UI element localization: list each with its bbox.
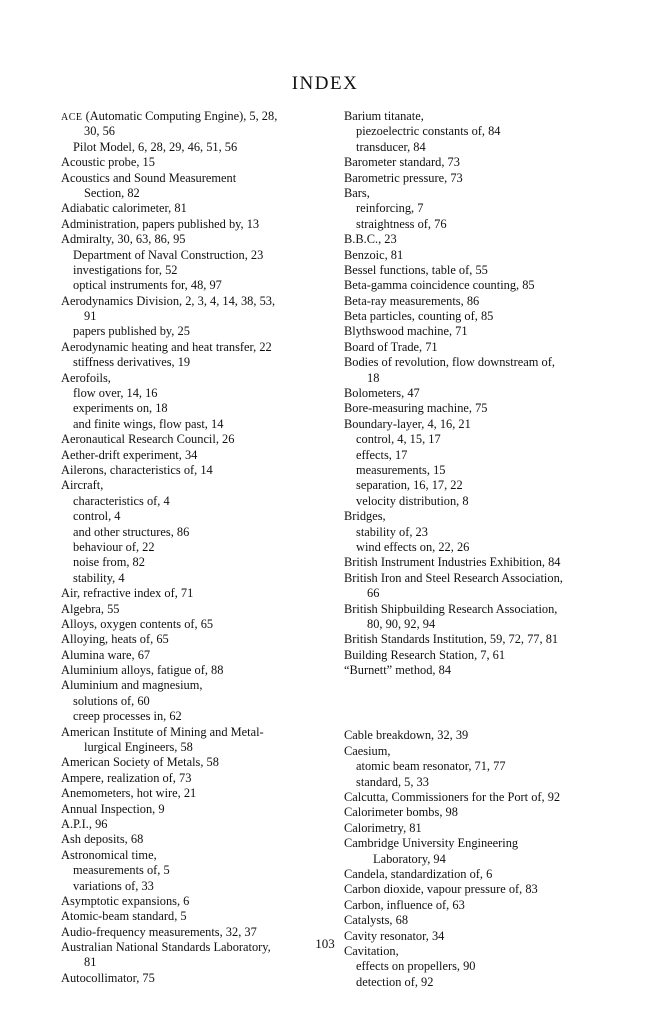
- index-entry: [61, 294, 346, 309]
- index-subentry: [61, 494, 346, 509]
- index-subentry: [61, 386, 346, 401]
- index-entry-text: effects, 17: [356, 447, 408, 462]
- index-entry-text: optical instruments for, 48, 97: [73, 278, 222, 293]
- index-entry: [61, 217, 346, 232]
- index-entry-text: Calcutta, Commissioners for the Port of, 92: [344, 790, 561, 805]
- index-entry-text: Aerofoils,: [61, 370, 111, 385]
- index-entry: [61, 432, 346, 447]
- index-entry-text: British Iron and Steel Research Association,: [344, 570, 563, 585]
- index-entry-text: Cable breakdown, 32, 39: [344, 728, 469, 743]
- index-entry-text: detection of, 92: [356, 974, 434, 989]
- index-entry-text: British Shipbuilding Research Association,: [344, 601, 558, 616]
- index-entry-text: Astronomical time,: [61, 847, 157, 862]
- index-entry-text: stiffness derivatives, 19: [73, 355, 191, 370]
- index-subentry: [61, 124, 346, 139]
- index-entry: [344, 882, 636, 897]
- index-entry-text: Beta-gamma coincidence counting, 85: [344, 278, 535, 293]
- index-entry: [61, 371, 346, 386]
- index-entry-abbrev: ACE: [61, 112, 83, 123]
- index-entry: [344, 340, 636, 355]
- index-entry-text: papers published by, 25: [73, 324, 190, 339]
- index-entry-text: straightness of, 76: [356, 216, 447, 231]
- index-subentry: [344, 124, 636, 139]
- index-entry: [61, 755, 346, 770]
- index-subentry: [344, 463, 636, 478]
- page-number: 103: [315, 936, 335, 951]
- index-entry-text: Ailerons, characteristics of, 14: [61, 462, 213, 477]
- index-entry-text: velocity distribution, 8: [356, 493, 469, 508]
- index-subentry: [344, 525, 636, 540]
- index-entry-text: Calorimeter bombs, 98: [344, 805, 458, 820]
- index-entry: [61, 648, 346, 663]
- index-entry-text: experiments on, 18: [73, 401, 168, 416]
- index-entry-text: Calorimetry, 81: [344, 820, 422, 835]
- index-entry-text: Alloys, oxygen contents of, 65: [61, 616, 214, 631]
- index-subentry: [344, 775, 636, 790]
- index-subentry: [61, 140, 346, 155]
- index-entry-text: 66: [367, 586, 380, 601]
- index-entry-text: investigations for, 52: [73, 262, 178, 277]
- index-entry-text: measurements, 15: [356, 462, 446, 477]
- index-entry: [344, 232, 636, 247]
- index-entry-text: Bessel functions, table of, 55: [344, 262, 488, 277]
- index-entry-text: Autocollimator, 75: [61, 970, 155, 985]
- index-entry: [344, 248, 636, 263]
- index-entry-text: Barium titanate,: [344, 109, 424, 123]
- index-entry: [61, 340, 346, 355]
- index-entry: [344, 324, 636, 339]
- index-entry: [61, 771, 346, 786]
- index-entry: [61, 894, 346, 909]
- index-entry: [61, 832, 346, 847]
- index-entry: [344, 728, 636, 743]
- index-entry: [61, 602, 346, 617]
- index-subentry: [344, 617, 636, 632]
- index-entry-text: lurgical Engineers, 58: [84, 740, 193, 755]
- index-entry-text: Laboratory, 94: [373, 851, 446, 866]
- index-entry-text: Beta particles, counting of, 85: [344, 309, 494, 324]
- index-entry-text: solutions of, 60: [73, 693, 150, 708]
- index-entry: [61, 109, 346, 124]
- index-entry: [344, 417, 636, 432]
- index-entry-text: (Automatic Computing Engine), 5, 28,: [85, 109, 278, 123]
- index-entry-text: Carbon, influence of, 63: [344, 897, 465, 912]
- index-entry-text: B.B.C., 23: [344, 232, 397, 247]
- index-entry-text: American Institute of Mining and Metal-: [61, 724, 264, 739]
- index-subentry: [61, 248, 346, 263]
- index-entry-text: variations of, 33: [73, 878, 154, 893]
- index-subentry: [61, 571, 346, 586]
- index-entry-text: Building Research Station, 7, 61: [344, 647, 506, 662]
- index-entry-text: Acoustic probe, 15: [61, 155, 155, 170]
- index-entry: [344, 663, 636, 678]
- index-entry: [61, 232, 346, 247]
- index-entry-text: Ash deposits, 68: [61, 832, 144, 847]
- index-entry: [61, 909, 346, 924]
- index-entry-text: reinforcing, 7: [356, 201, 424, 216]
- index-entry-text: Ampere, realization of, 73: [61, 770, 192, 785]
- index-entry-text: British Standards Institution, 59, 72, 77, 81: [344, 632, 559, 647]
- index-entry-text: Aerodynamics Division, 2, 3, 4, 14, 38, 53,: [61, 293, 276, 308]
- index-entry-text: 18: [367, 370, 380, 385]
- index-entry: [61, 971, 346, 986]
- index-entry: [61, 678, 346, 693]
- index-entry-text: Caesium,: [344, 743, 391, 758]
- index-entry-text: Acoustics and Sound Measurement: [61, 170, 237, 185]
- index-subentry: [344, 759, 636, 774]
- index-entry-text: Boundary-layer, 4, 16, 21: [344, 416, 471, 431]
- index-entry-text: and finite wings, flow past, 14: [73, 416, 224, 431]
- index-subentry: [61, 417, 346, 432]
- index-entry-text: stability of, 23: [356, 524, 428, 539]
- index-entry-text: effects on propellers, 90: [356, 959, 476, 974]
- index-entry-text: stability, 4: [73, 570, 125, 585]
- index-entry-text: Asymptotic expansions, 6: [61, 893, 190, 908]
- index-entry-text: standard, 5, 33: [356, 774, 429, 789]
- index-entry-text: Atomic-beam standard, 5: [61, 909, 187, 924]
- index-subentry: [61, 555, 346, 570]
- index-entry: [61, 663, 346, 678]
- index-entry-text: Barometric pressure, 73: [344, 170, 463, 185]
- index-entry: [61, 802, 346, 817]
- index-entry: [344, 602, 636, 617]
- index-entry-text: transducer, 84: [356, 139, 426, 154]
- index-subentry: [61, 355, 346, 370]
- index-entry: [344, 278, 636, 293]
- index-entry: [344, 571, 636, 586]
- index-entry-text: and other structures, 86: [73, 524, 190, 539]
- index-entry: [344, 186, 636, 201]
- index-entry-text: characteristics of, 4: [73, 493, 170, 508]
- index-entry-text: Barometer standard, 73: [344, 155, 460, 170]
- index-entry-text: Carbon dioxide, vapour pressure of, 83: [344, 882, 538, 897]
- index-entry-text: Adiabatic calorimeter, 81: [61, 201, 187, 216]
- index-entry-text: American Society of Metals, 58: [61, 755, 219, 770]
- index-subentry: [61, 309, 346, 324]
- index-entry-text: flow over, 14, 16: [73, 386, 158, 401]
- index-entry: [344, 155, 636, 170]
- index-entry: [344, 309, 636, 324]
- index-entry: [344, 109, 636, 124]
- index-entry-text: Aerodynamic heating and heat transfer, 22: [61, 339, 272, 354]
- index-entry: [61, 448, 346, 463]
- index-subentry: [61, 740, 346, 755]
- index-subentry: [61, 401, 346, 416]
- index-entry: [344, 836, 636, 851]
- index-entry-text: Aether-drift experiment, 34: [61, 447, 198, 462]
- index-entry-text: 80, 90, 92, 94: [367, 616, 436, 631]
- index-entry: [344, 790, 636, 805]
- index-entry-text: Cambridge University Engineering: [344, 836, 519, 851]
- index-entry-text: Algebra, 55: [61, 601, 120, 616]
- index-entry: [344, 898, 636, 913]
- index-entry-text: separation, 16, 17, 22: [356, 478, 463, 493]
- index-entry-text: Alumina ware, 67: [61, 647, 151, 662]
- index-entry: [344, 821, 636, 836]
- index-subentry: [344, 959, 636, 974]
- index-entry-text: Anemometers, hot wire, 21: [61, 786, 197, 801]
- index-subentry: [344, 478, 636, 493]
- index-entry: [61, 617, 346, 632]
- index-entry-text: control, 4, 15, 17: [356, 432, 441, 447]
- index-entry-text: Aluminium alloys, fatigue of, 88: [61, 663, 224, 678]
- index-entry-text: British Instrument Industries Exhibition, 84: [344, 555, 561, 570]
- index-entry-text: Board of Trade, 71: [344, 339, 438, 354]
- index-entry-text: Pilot Model, 6, 28, 29, 46, 51, 56: [73, 139, 238, 154]
- index-subentry: [344, 140, 636, 155]
- index-entry: [61, 463, 346, 478]
- index-entry-text: Bars,: [344, 185, 370, 200]
- index-entry-text: Benzoic, 81: [344, 247, 404, 262]
- index-subentry: [61, 863, 346, 878]
- index-subentry: [61, 694, 346, 709]
- index-entry: [61, 155, 346, 170]
- index-entry-text: creep processes in, 62: [73, 709, 182, 724]
- index-entry-text: Alloying, heats of, 65: [61, 632, 169, 647]
- index-entry-text: Section, 82: [84, 185, 140, 200]
- index-entry-text: Aircraft,: [61, 478, 104, 493]
- index-entry: [61, 171, 346, 186]
- index-entry: [344, 744, 636, 759]
- index-entry-text: Aeronautical Research Council, 26: [61, 432, 235, 447]
- index-column-left: [61, 109, 346, 986]
- index-entry: [344, 386, 636, 401]
- index-subentry: [61, 540, 346, 555]
- index-entry: [61, 586, 346, 601]
- index-entry-text: noise from, 82: [73, 555, 145, 570]
- index-subentry: [344, 371, 636, 386]
- index-entry-text: Candela, standardization of, 6: [344, 866, 493, 881]
- index-entry-text: Cavitation,: [344, 943, 399, 958]
- index-subentry: [61, 324, 346, 339]
- index-subentry: [61, 879, 346, 894]
- index-subentry: [61, 955, 346, 970]
- index-entry-text: 30, 56: [84, 124, 115, 139]
- index-entry-text: piezoelectric constants of, 84: [356, 124, 501, 139]
- index-subentry: [61, 525, 346, 540]
- index-entry: [344, 355, 636, 370]
- index-entry: [344, 632, 636, 647]
- index-subentry: [344, 540, 636, 555]
- index-entry: [61, 632, 346, 647]
- index-entry-text: Cavity resonator, 34: [344, 928, 445, 943]
- index-subentry: [344, 975, 636, 990]
- index-entry: [344, 294, 636, 309]
- index-entry: [344, 913, 636, 928]
- index-entry: [344, 867, 636, 882]
- index-entry-text: Bolometers, 47: [344, 386, 420, 401]
- index-entry-text: Admiralty, 30, 63, 86, 95: [61, 232, 186, 247]
- index-entry-text: Blythswood machine, 71: [344, 324, 468, 339]
- index-entry: [344, 509, 636, 524]
- index-entry-text: atomic beam resonator, 71, 77: [356, 759, 506, 774]
- index-entry: [344, 401, 636, 416]
- index-subentry: [61, 509, 346, 524]
- index-entry-text: Beta-ray measurements, 86: [344, 293, 480, 308]
- page-title: INDEX: [291, 73, 359, 94]
- index-entry: [344, 805, 636, 820]
- index-entry: [61, 725, 346, 740]
- index-entry-text: Annual Inspection, 9: [61, 801, 165, 816]
- index-entry-text: Department of Naval Construction, 23: [73, 247, 264, 262]
- index-subentry: [61, 709, 346, 724]
- index-entry-text: Bodies of revolution, flow downstream of,: [344, 355, 555, 370]
- index-entry-text: Catalysts, 68: [344, 913, 409, 928]
- index-subentry: [344, 852, 636, 867]
- index-entry: [61, 848, 346, 863]
- index-entry: [344, 263, 636, 278]
- index-entry-text: Air, refractive index of, 71: [61, 586, 194, 601]
- index-subentry: [61, 263, 346, 278]
- index-column-right: [344, 109, 636, 990]
- index-entry-text: Audio-frequency measurements, 32, 37: [61, 924, 257, 939]
- index-entry-text: Bore-measuring machine, 75: [344, 401, 488, 416]
- index-entry-text: 91: [84, 309, 97, 324]
- index-entry-text: behaviour of, 22: [73, 539, 155, 554]
- index-subentry: [344, 217, 636, 232]
- index-entry-text: “Burnett” method, 84: [344, 663, 452, 678]
- index-entry-text: Australian National Standards Laboratory,: [61, 940, 271, 955]
- index-entry-text: measurements of, 5: [73, 863, 170, 878]
- index-subentry: [344, 448, 636, 463]
- index-entry: [344, 171, 636, 186]
- index-entry: [344, 648, 636, 663]
- index-subentry: [61, 278, 346, 293]
- index-entry-text: Aluminium and magnesium,: [61, 678, 203, 693]
- index-entry: [61, 478, 346, 493]
- index-entry-text: control, 4: [73, 509, 121, 524]
- index-subentry: [344, 432, 636, 447]
- index-subentry: [344, 201, 636, 216]
- index-subentry: [61, 186, 346, 201]
- index-entry-text: Administration, papers published by, 13: [61, 216, 260, 231]
- index-entry-text: Bridges,: [344, 509, 386, 524]
- index-entry: [344, 555, 636, 570]
- letter-group-gap: [344, 678, 636, 728]
- index-entry-text: A.P.I., 96: [61, 816, 108, 831]
- index-subentry: [344, 586, 636, 601]
- index-entry: [61, 201, 346, 216]
- index-entry-text: 81: [84, 955, 97, 970]
- index-entry: [61, 786, 346, 801]
- index-entry-text: wind effects on, 22, 26: [356, 539, 470, 554]
- index-subentry: [344, 494, 636, 509]
- index-entry: [61, 817, 346, 832]
